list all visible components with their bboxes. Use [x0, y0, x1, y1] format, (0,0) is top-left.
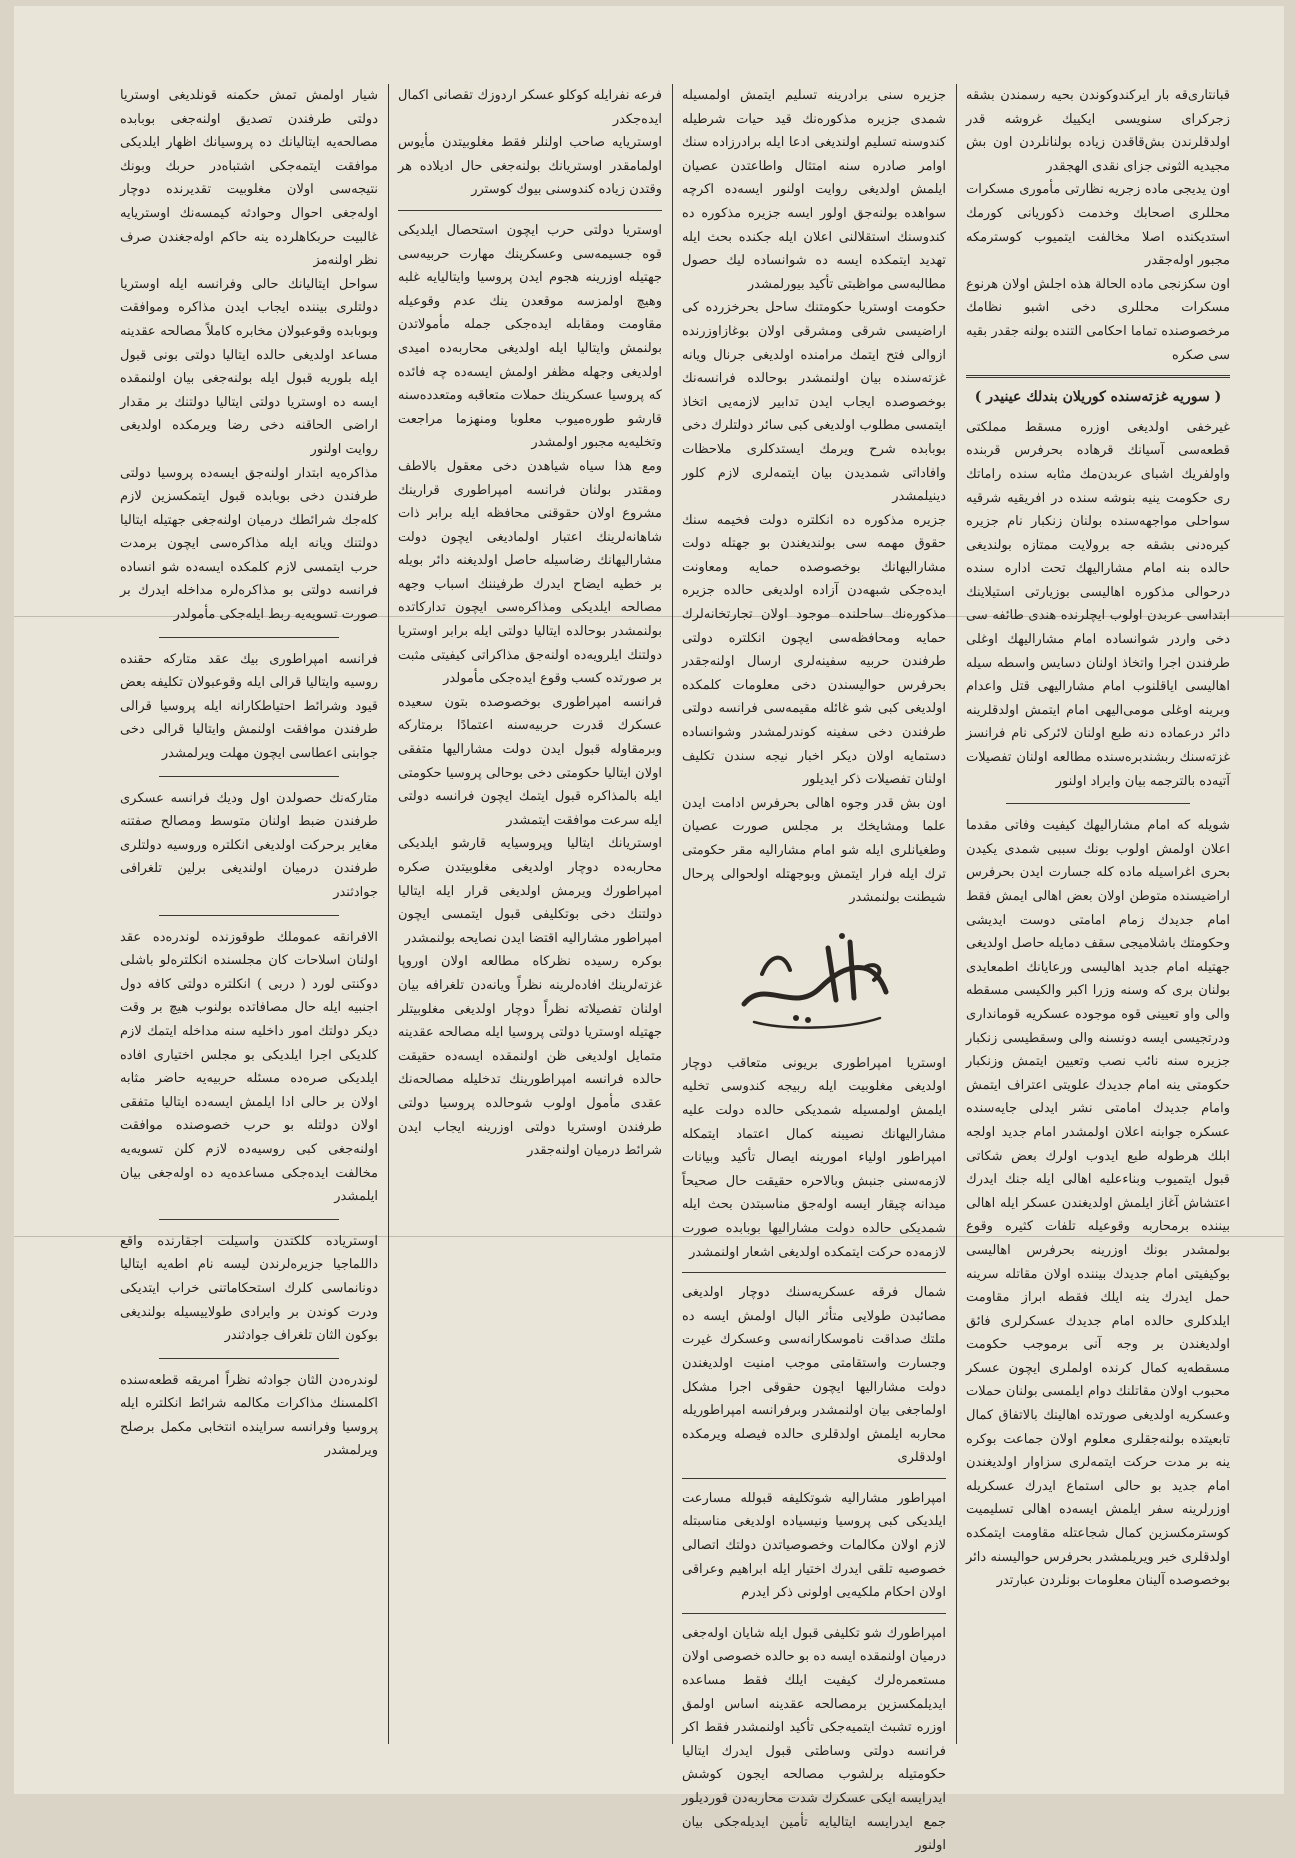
separator-rule: [682, 1478, 946, 1479]
col2-paragraph-2: حکومت اوستریا حکومتنك ساحل بحرخزرده کی اراضیسی شرقی ومشرقی اولان بوغازاوزرنده ازوالی فتح ایتمك مرامنده اولدیغی جرنال ویانه غزته‌سنده بیان اولنمشدر بوحالده فرانسه‌نك بوخصوصده ایجاب ایدن تدابیر لازمه‌یی اتخاذ ایتمسی مطلوب اولدیغی کبی سائر دولتلرك دخی بوبابده شرح ویرمك ایستدکلری ملاحظات وافاداتی شمدیدن بیان ایتمه‌لری لازم کلور دینیلمشدر: [682, 300, 946, 505]
col2-paragraph-1: جزیره سنی برادرینه تسلیم ایتمش اولمسیله شمدی جزیره مذکوره‌نك قید حیات شرطیله کندوسنه تسلیم اولندیغی ادعا ایله برادرزاده سنك اوامر صادره سنه امتثال واطاعتدن عصیان ایلمش اولدیغی روایت اولنور ایسه‌ده اکرچه سواهده بولنه‌جق اولور ایسه جزیره مذکوره ده کندوسنك استقلالنی اعلان ایله جکنده بحث ایله تهدید ایتمکده ایسه ده شوانساده لیك حصول مطالبه‌سی مواظبتی تأکید بیورلمشدر: [682, 88, 946, 292]
col3-paragraph-5: فرانسه امپراطوری بوخصوصده بتون سعیده عسکرك قدرت حربیه‌سنه اعتمادًا برمتارکه وبرمقاوله قبول ایدن دولت مشارالیها متفقی اولان ایتالیا حکومتی دخی بوحالی پروسیا حکومتی ایله بالمذاکره قبول ایتمك ایچون فرانسه دولتی ایله سرعت موافقت ایتمشدر: [398, 694, 662, 828]
col4-paragraph-2: سواحل ایتالیانك حالی وفرانسه ایله اوستریا دولتلری بیننده ایجاب ایدن مذاکره وموافقت وبوبابده وقوعبولان مخابره کاملاً مصالحه عقدینه مساعد اولدیغی حالده ایتالیا دولتی بونی قبول ایله بلوریه قبول ایله بولنه‌جغی بیان اولنمقده ایسه ده اوستریا دولتی ایتالیا دولتنك بر مقدار اراضی الحاقنه دخی رضا ویرمکده اولدیغی روایت اولنور: [120, 276, 378, 457]
col4-paragraph-1: شیار اولمش تمش حکمنه قونلدیغی اوستریا دولتی طرفندن تصدیق اولنه‌جغی بوبابده مصالحه‌یه ایتالیانك ده پروسیانك اظهار ایلدیکی موافقت ایتمه‌جکی اشتباه‌در حربك وبونك نتیجه‌سی اولان مغلوبیت تقدیرنده دوچار اوله‌جغی احوال وحوادثه کیمسه‌نك اوستریایه غالبیت حربکاهلرده ینه حاکم اوله‌جغندن صرف نظر اولنه‌مز: [120, 88, 378, 269]
masthead-calligraphy: [682, 918, 946, 1038]
text-sheet: [120, 84, 1230, 1854]
separator-rule: [682, 1613, 946, 1614]
col3-paragraph-2: اوستریایه صاحب اولنلر فقط مغلوبیتدن مأیوس اولمامقدر اوستریانك بولنه‌جغی حال ادیلاده هر وقتدن زیاده کندوسنی بیوك کوسترر: [398, 135, 662, 198]
separator-rule: [682, 1272, 946, 1273]
separator-rule: [159, 776, 340, 777]
col4-paragraph-6: الافرانقه عموملك طوقوزنده لوندره‌ده عقد اولنان اسلاحات کان مجلسنده انکلتره‌لو باشلی دوكنتی لورد ( دربی ) انکلتره دولتی کافه دول اجنبیه ایله حال مصافاتده بولنوب هیچ بر وقت دیکر دولتك امور داخلیه سنه مداخله ایتمك لازم کلدیکی اجرا ایلدیکی بو مجلس اختیاری افاده ایلدیکی صره‌ده مسئله حربیه‌یه حاضر مثابه اولان بر حالی ادا ایلمش ایسه‌ده ایتالیا متفقی اولان دولتله بو حرب خصوصنده موافقت اولنه‌جغی کبی روسیه‌ده لازم کلن تسویه‌یه مخالفت ایده‌جکی مساعده‌یه ده اوله‌جغی بیان ایلمشدر: [120, 929, 378, 1205]
column-2: [682, 84, 946, 1854]
col1-paragraph-3: اون سکزنجی ماده الحالة هذه اجلش اولان هرنوع مسکرات محللری دخی اشبو نظامك مرخصوصنده تماما احکامی التنده بولنه جقدر بقیه سی صکره: [966, 276, 1230, 363]
separator-rule: [159, 1219, 340, 1220]
column-rule: [672, 84, 673, 1744]
separator-rule: [159, 915, 340, 916]
separator-rule: [159, 637, 340, 638]
col4-paragraph-8: لوندره‌دن الثان جوادثه نظراً امریقه قطعه‌سنده اکلمسنك مذاکرات مکالمه شرائط انکلتره ایله پروسیا وفرانسه سراینده انتخابی مکمل برصلح ویرلمشدر: [120, 1372, 378, 1459]
col2-paragraph-7: امپراطور مشارالیه شوتکلیفه قبولله مسارعت ایلدیکی کبی پروسیا ونیسیاده اولدیغی مناسبتله لازم اولان مکالمات وخصوصیاتدن دولتك اتصالی خصوصیه تلقی ایدرك اختیار ایله ابراهیم وعراقی اولان احکام ملکیه‌یی اولونی ذکر ایدرم: [682, 1490, 946, 1601]
col1-paragraph-5: شویله که امام مشارالیهك کیفیت وفاتی مقدما اعلان اولمش اولوب بونك سببی شمدی یکیدن بحری اغراسیله ماده کله جسارت ایدن بحرفرس اراضیسنده متوطن اولان بعض اهالی ایمش فقط امام جدیدك زمام امامتی دوست ایدیشی وحکومتك باشلامیجی سقف دمایله حاصل اولدیغی جهتیله امام جدید اهالیسی ورعایانك اطمعایدی بولنان بری که وسنه وزرا اکبر والکیسی مسقطه والی واو تعیینی قوه موجوده عسکریه قومانداری ودرتجیسی ایسه دونسنه والی وسقطیسی زنکبار جزیره سنه نائب نصب وتعیین ایتمش وزنکبار حکومتی ینه امام جدیدك علویتی اعتراف ایتمش وامام جدیدك امامتی نشر ایدلی جایه‌سنده عسکره جوابنه اعلان اولمشدر امام جدید اولجه ابلك هرطوله طبع ایدوب اولرك بعض شکاتی قبول ایتمیوب وبناءعلیه اهالی ایله جنك ایدرك اعتشاش آغاز ایلمش اولدیغندن عسکر ایله اهالی بیننده برمحاربه وقوعیله تلفات کثیره وقوع بولمشدر بونك اوزرینه بحرفرس اهالیسی بوکیفیتی امام جدیدك بیننده اولان مقاتله سرینه حمل ایدرك ینه ایلك فقطه ابراز مقاومت ایلدکلری حالده امام جدیدك عسکرلری فائق اولدیغندن بر وجه آنی برموجب حکومت مسقطه‌یه کمال کرنده اولملری ایچون عسکر محبوب اولان مقاتلنك دوام ایلمسی بولنان حملات وعسکریه اولدیغی صورتده اهالینك بالاتفاق کمال تابعیتده بولنه‌جقلری معلوم اولان جماعت بوکره ینه بر مدت حرکت ایتمه‌لری سزاوار اولدیغندن امام جدید بو حالی استماع ایدرك عسکریله اوزرلرینه سفر ایلمش ایسه‌ده اهالی تسلیمیت کوسترمکسزین کمال شجاعتله مقاومت ایتمکده اولدقلری خبر ویریلمشدر بحرفرس حوالیسنه دائر بوخصوصده آلینان معلومات بونلردن عبارتدر: [966, 818, 1230, 1589]
col2-paragraph-4: اون بش قدر وجوه اهالی بحرفرس ادامت ایدن علما ومشایخك بر مجلس صورت عصیان وطغیانلری ایله شو امام مشارالیه مقر حکومتی ترك ایله فرار ایتمش وبوجهتله اولحوالی پرحال شیطنت بولنمشدر: [682, 795, 946, 906]
col1-paragraph-1: قبانتاری‌قه بار ایرکندوکوندن بحیه رسمندن بشقه زجرکرای سنویسی ایکییك غروشه قدر اولدقلرندن بش‌قاقدن زیاده بولنانلردن اون بش مجیدیه الثونی جزای نقدی الهجقدر: [966, 88, 1230, 174]
col4-paragraph-7: اوستریاده کلکتدن واسیلت اجقارنده واقع داللماجیا جزیره‌لرندن لیسه نام اطه‌یه ایتالیا دونانماسی کلرك استحکاماتنی خراب ایتدیکی ودرت کوندن بر وایرادی طولاییسیله بولندیغی بوکون الثان تلغراف جوادثندر: [120, 1233, 378, 1344]
column-1: [966, 84, 1230, 1744]
col1-paragraph-4: غیرخفی اولدیغی اوزره مسقط مملکتی قطعه‌سی آسیانك قرهاده بحرفرس قربنده واولفریك اشبای عربدن‌مك مثابه سنده راماتك ری حکومت ینیه بنوشه سنده در افریقیه شرقیه سواحلی مواجهه‌سنده بولنان زنکبار نام جزیره کیره‌دنی بشقه جه برولایت ممتازه بولندیغی حالده بنه امام مشارالیهك تحت اداره سنده درحوالی مذکوره اهالیسی بوزیارتی استیلاینك ابتداسی عربدن اولوب ایچلرنده هندی طائفه سی دخی واردر شوانساده امام مشارالیهك اوغلی طرفندن اجرا واتخاذ اولنان دسایس واسطه سیله اهالیسی ایاقلنوب امام مشارالیهی قتل واعدام وبرینه اوغلی مومی‌الیهی امام ایتمش اولدقلرینه دائر درعماده دنه طبع اولنان لائرکی نام فرانسز غزته‌سنك ربشندبره‌سنده مطالعه اولنان تفصیلات آتیه‌ده بالترجمه بیان وایراد اولنور: [966, 419, 1230, 789]
separator-rule: [159, 1358, 340, 1359]
separator-rule: [1006, 803, 1191, 804]
col1-paragraph-2: اون یدیجی ماده زجریه نظارتی مأموری مسکرات محللری اصحابك وخدمت ذکوریانی کورمك استدیکنده اصلا مخالفت ایتمیوب کوسترمکه مجبور اوله‌جقدر: [966, 182, 1230, 269]
section-heading: ( سوریه غزته‌سنده کوریلان بندلك عینیدر ): [974, 389, 1222, 406]
newspaper-page: [14, 6, 1284, 1854]
column-4: [120, 84, 378, 1744]
col4-paragraph-3: مذاکره‌یه ابتدار اولنه‌جق ایسه‌ده پروسیا دولتی طرفندن دخی بوبابده قبول ایتمکسزین لازم کله‌جك شرائطك درمیان اولنه‌جغی جهتیله ایتالیا دولتنك ویانه ایله مذاکره‌سی ایچون برمدت حرب ایتمسی لازم کلمکده ایسه‌ده شو انساده فرانسه دولتی بو مذاکره‌لره مداخله ایدرك بر صورت تسویه‌یه ربط ایله‌جکی مأمولدر: [120, 465, 378, 623]
col2-paragraph-8: امپراطورك شو تکلیفی قبول ایله شایان اوله‌جغی درمیان اولنمقده ایسه ده بو حالده خصوصی اولان مستعمره‌لرك کیفیت ایلك فقط مساعده ایدیلمکسزین برمصالحه عقدینه اساس اولمق اوزره تشبث ایتمیه‌جکی تأکید اولنمشدر فقط اکر فرانسه دولتی وساطتی قبول ایدرك ایتالیا حکومتیله برلشوب مصالحه ایجون کوشش ایدرایسه ایکی عسکرك شدت محاربه‌دن قوردیلور جمع ایدرایسه ایتالیایه تأمین ایدیله‌جکی بیان اولنور: [682, 1625, 946, 1854]
calligraphy-title-graphic: [724, 918, 904, 1038]
column-rule: [388, 84, 389, 1744]
col2-paragraph-5: اوستریا امپراطوری بریونی متعاقب دوچار اولدیغی مغلوبیت ایله ربیجه کندوسی تخلیه ایلمش اولمسیله شمدیکی حالده دولت علیه مشارالیهانك نصیبنه کمال اعتماد ایتمكله امپراطور اولیاء امورینه ایصال تأکید وبیانات لازمه‌سنی جنبش وبالاحره حقیقت حال صحیحاً میدانه چیقار ایسه اوله‌جق مناسبتدن بحث ایله شمدیکی حالده دولت مشارالیها بوبابده صورت لازمه‌ده حرکت ایتمکده اولدیغی اشعار اولنمشدر: [682, 1055, 946, 1260]
col3-paragraph-6: اوستریانك ایتالیا وپروسیایه قارشو ایلدیکی محاربه‌ده دوچار اولدیغی مغلوبیتدن صکره امپراطورك ویرمش اولدیغی قرار ایله ایتالیا دولتنك دخی بوتکلیفی قبول ایتمسی ایچون امپراطور مشارالیه اقتضا ایدن نصایحه بولنمشدر: [398, 836, 662, 946]
col2-paragraph-6: شمال فرقه عسکریه‌سنك دوچار اولدیغی مصائبدن طولایی متأثر البال اولمش ایسه ده ملتك صداقت ناموسکارانه‌سی وعسکرك غیرت وجسارت واستقامتی موجب امنیت اولدیغندن دولت مشارالیها ایچون حقوقی اجرا مشکل اولماجغی بیان اولنمشدر وبرفرانسه امپراطوریله محاربه ایلمش اولدقلری حالده فیصله ویرمکده اولدقلری: [682, 1285, 946, 1466]
col3-paragraph-1: فرعه نفرایله کوکلو عسکر اردوزك تقصانی اکمال ایده‌جکدر: [398, 88, 662, 127]
separator-rule: [398, 210, 662, 211]
col4-paragraph-4: فرانسه امپراطوری بیك عقد متارکه حقنده روسیه وایتالیا قرالی ایله وقوعبولان تکلیفه بعض قیود وشرائط احتیاطکارانه ایله پروسیا قرالی طرفندن موافقت اولنمش وایتالیا قرالی دخی جوابنی اعطاسی ایچون مهلت ویرلمشدر: [120, 651, 378, 762]
col4-paragraph-5: متارکه‌نك حصولدن اول ودیك فرانسه عسکری طرفندن ضبط اولنان متوسط ومصالح صفتنه مغایر برحرکت اولدیغی انکلتره وروسیه دولتلری طرفندن درمیان اولندیغی برلین تلغرافی جوادثندر: [120, 790, 378, 900]
column-rule: [956, 84, 957, 1744]
col3-paragraph-7: بوکره رسیده نظرکاه مطالعه اولان اوروپا غزته‌لرینك افاده‌لرینه نظراً ویانه‌دن تلغرافه بیان اولنان تفصیلاته نظراً دوچار اولدیغی مغلوبیتلر جهتیله اوستریا دولتی پروسیا ایله مصالحه عقدینه متمایل اولدیغی ظن اولنمقده ایسه‌ده حقیقت حالده فرانسه امپراطورینك تدخلیله مصالحه‌نك عقدی مأمول اولوب شوحالده پروسیا دولتی طرفندن اوستریا دولتی اوزرینه ایجاب ایدن شرائط درمیان اولنه‌جقدر: [398, 954, 662, 1159]
separator-double-rule: [966, 375, 1230, 378]
col3-paragraph-4: ومع هذا سیاه شیاهدن دخی معقول بالاطف ومقتدر بولنان فرانسه امپراطوری قرارینك مشروع اولان حقوقنی محافظه ایله برابر ذات شاهانه‌لرینك اعتبار اولمادیغی ایچون دولت مشارالیهانك رضاسیله حاصل اولدیغنه دائر بویله بر خطیه ایضاح ایدرك طرفیننك اسباب وجهه مصالحه ایلدیکی ومذاکره‌سی ایچون تدارکاتده بولنمشدر بوحالده ایتالیا دولتی ایله برابر اوستریا دولتنك ایلرویه‌ده اولنه‌جق مذاکراتی کیفیتی مثبت بر صورتده کسب وقوع ایده‌جکی مأمولدر: [398, 458, 662, 687]
col2-paragraph-3: جزیره مذکوره ده انکلتره دولت فخیمه سنك حقوق مهمه سی بولندیغندن بو جهتله دولت مشارالیهانك بوخصوصده حمایه ومعاونت ایده‌جکی شبهه‌دن آزاده اولدیغی حالده جزیره مذکوره‌نك ساحلنده موجود اولان تجارتخانه‌لرك حمایه ومحافظه‌سی ایچون انکلتره دولتی طرفندن حربیه سفینه‌لری ارسال اولنه‌جقدر بحرفرس حوالیسندن دخی معلومات کلمکده اولدیغی کبی شو غائله مقیمه‌سی فرانسه دولتی طرفندن دخی سفینه کوندرلمشدر وشوانساده دستمایه اولان دیکر اخبار نیجه سندن تکلیف اولنان تفصیلات ذکر ایدیلور: [682, 512, 946, 788]
col3-paragraph-3: اوستریا دولتی حرب ایچون استحصال ایلدیکی قوه جسیمه‌سی وعسکرینك مهارت حربیه‌سی جهتیله اوزرینه هجوم ایدن پروسیا وایتالیایه غلبه وهیچ اولمزسه موقعدن ینك عدم وقوعیله مقاومت ومقابله ایده‌جکی جمله مأمولاتدن بولنمش وایتالیا ایله اولدیغی محاربه‌ده امیدی اولدیغی وجهله مظفر اولمش ایسه‌ده چه فائده که پروسیا عسکرینك حملات متعاقبه ومتعدده‌سنه قارشو طوره‌میوب معلوبا ومنهزما مراجعت وتخلیه‌یه مجبور اولمشدر: [398, 222, 662, 451]
column-3: [398, 84, 662, 1744]
